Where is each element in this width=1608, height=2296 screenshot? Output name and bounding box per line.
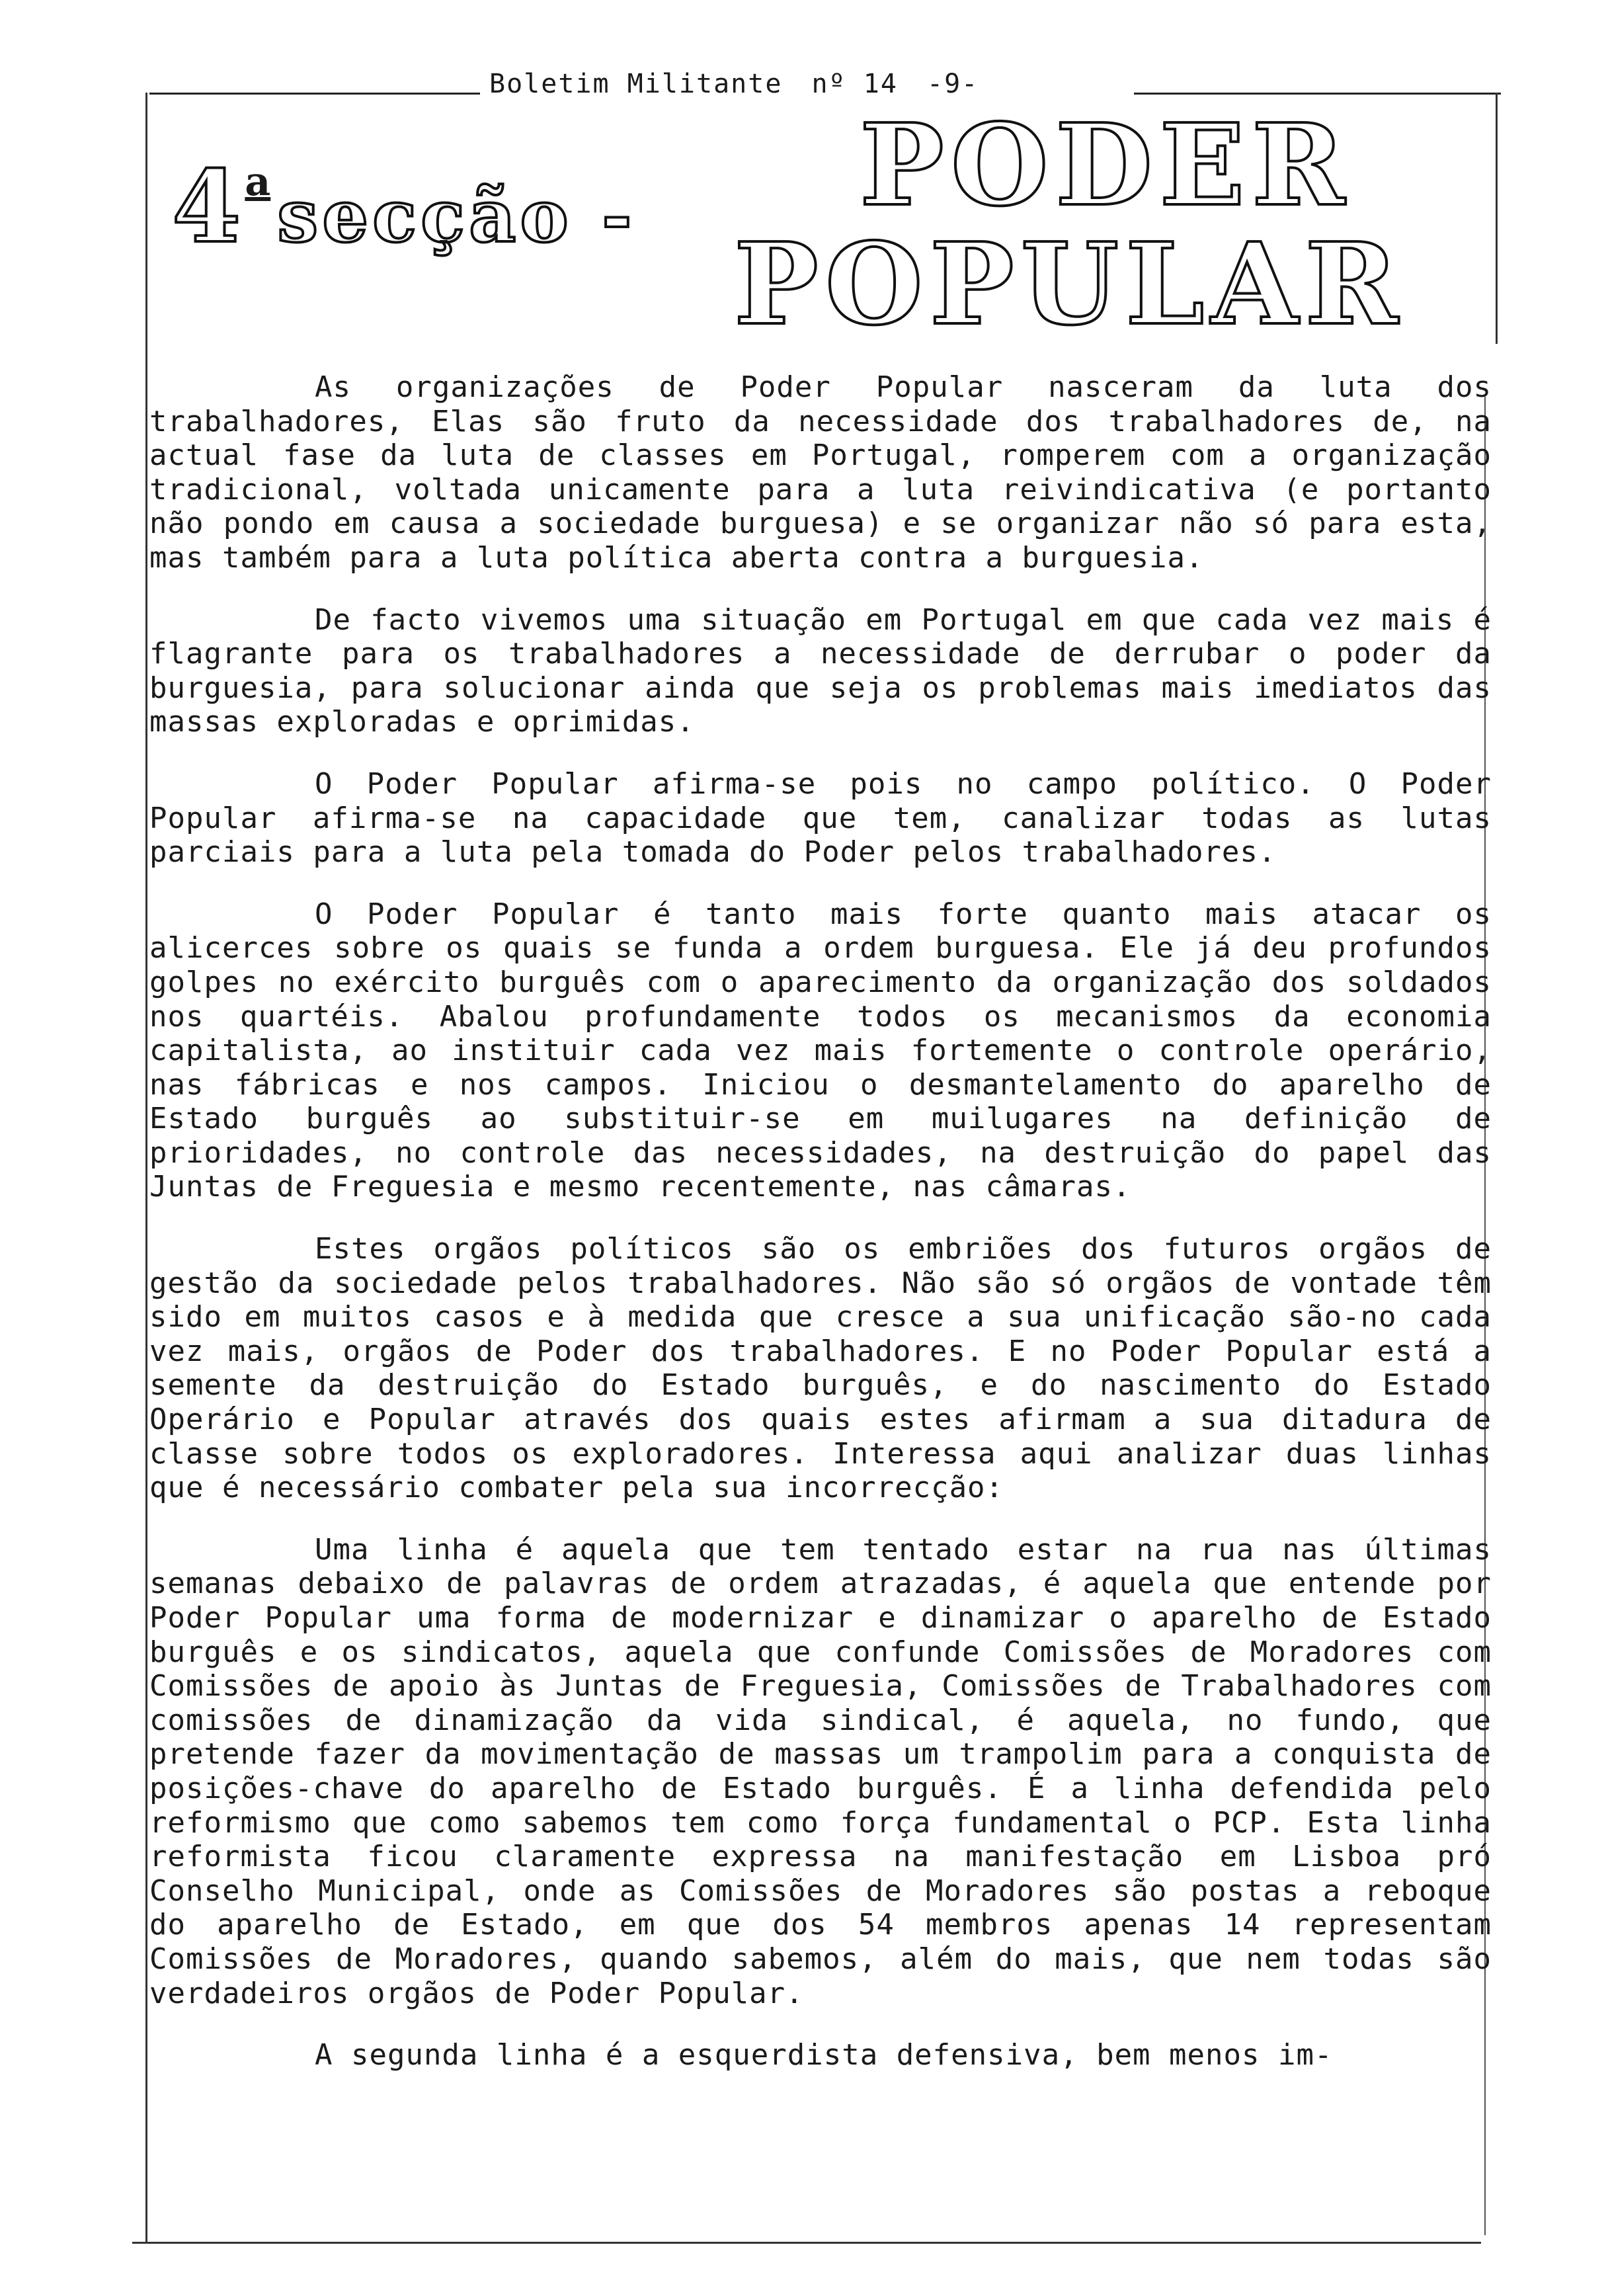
frame-bottom-border	[132, 2242, 1481, 2244]
page-title-line-1: PODER	[860, 99, 1352, 231]
paragraph: Estes orgãos políticos são os embriões dos futuros orgãos de gestão da sociedade pelos trabalhadores. Não são só orgãos de vontade têm sido em muitos casos e à medida que cresce a sua unificação são-no cada vez mais, orgãos de Poder dos trabalhadores. E no Poder Popular está a semente da destruição do Estado burguês, e do nascimento do Estado Operário e Popular através dos quais estes afirmam a sua ditadura de classe sobre todos os exploradores. Interessa aqui analizar duas linhas que é necessário combater pela sua incorrecção:	[149, 1232, 1492, 1505]
header-rule-left	[149, 93, 480, 95]
paragraph: A segunda linha é a esquerdista defensiva, bem menos im-	[315, 2038, 1333, 2072]
running-header	[489, 69, 1137, 99]
page-title-line-2: POPULAR	[734, 218, 1405, 350]
paragraph: O Poder Popular afirma-se pois no campo político. O Poder Popular afirma-se na capacidade que tem, canalizar todas as lutas parciais para a luta pela tomada do Poder pelos trabalhadores.	[149, 766, 1492, 870]
section-label: secção -	[277, 173, 636, 259]
page-number: -9-	[927, 69, 979, 99]
header-rule-right	[1134, 93, 1501, 95]
section-heading	[172, 149, 636, 265]
paragraph: Uma linha é aquela que tem tentado estar na rua nas últimas semanas debaixo de palavras de ordem atrazadas, é aquela que entende por Poder Popular uma forma de modernizar e dinamizar o aparelho de Estado burguês e os sindicatos, aquela que confunde Comissões de Moradores com Comissões de apoio às Juntas de Freguesia, Comissões de Trabalhadores com comissões de dinamização da vida sindical, é aquela, no fundo, que pretende fazer da movimentação de massas um trampolim para a conquista de posições-chave do aparelho de Estado burguês. É a linha defendida pelo reformismo que como sabemos tem como força fundamental o PCP. Esta linha reformista ficou claramente expressa na manifestação em Lisboa pró Conselho Municipal, onde as Comissões de Moradores são postas a reboque do aparelho de Estado, em que dos 54 membros apenas 14 representam Comissões de Moradores, quando sabemos, além do mais, que nem todas são verdadeiros orgãos de Poder Popular.	[149, 1532, 1492, 2010]
section-number: 4	[172, 149, 245, 265]
frame-left-border	[145, 93, 147, 2242]
paragraph: As organizações de Poder Popular nasceram da luta dos trabalhadores, Elas são fruto da necessidade dos trabalhadores de, na actual fase da luta de classes em Portugal, romperem com a organização tradicional, voltada unicamente para a luta reivindicativa (e portanto não pondo em causa a sociedade burguesa) e se organizar não só para esta, mas também para a luta política aberta contra a burguesia.	[149, 370, 1492, 575]
section-ordinal: a	[245, 159, 271, 205]
article-body	[149, 370, 1492, 2072]
publication-name: Boletim Militante	[489, 69, 783, 99]
paragraph: O Poder Popular é tanto mais forte quanto mais atacar os alicerces sobre os quais se funda a ordem burguesa. Ele já deu profundos golpes no exército burguês com o aparecimento da organização dos soldados nos quartéis. Abalou profundamente todos os mecanismos da economia capitalista, ao instituir cada vez mais fortemente o controle operário, nas fábricas e nos campos. Iniciou o desmantelamento do aparelho de Estado burguês ao substituir-se em muilugares na definição de prioridades, no controle das necessidades, na destruição do papel das Juntas de Freguesia e mesmo recentemente, nas câmaras.	[149, 897, 1492, 1204]
issue-number: nº 14	[811, 69, 898, 99]
paragraph: De facto vivemos uma situação em Portugal em que cada vez mais é flagrante para os trabalhadores a necessidade de derrubar o poder da burguesia, para solucionar ainda que seja os problemas mais imediatos das massas exploradas e oprimidas.	[149, 602, 1492, 739]
